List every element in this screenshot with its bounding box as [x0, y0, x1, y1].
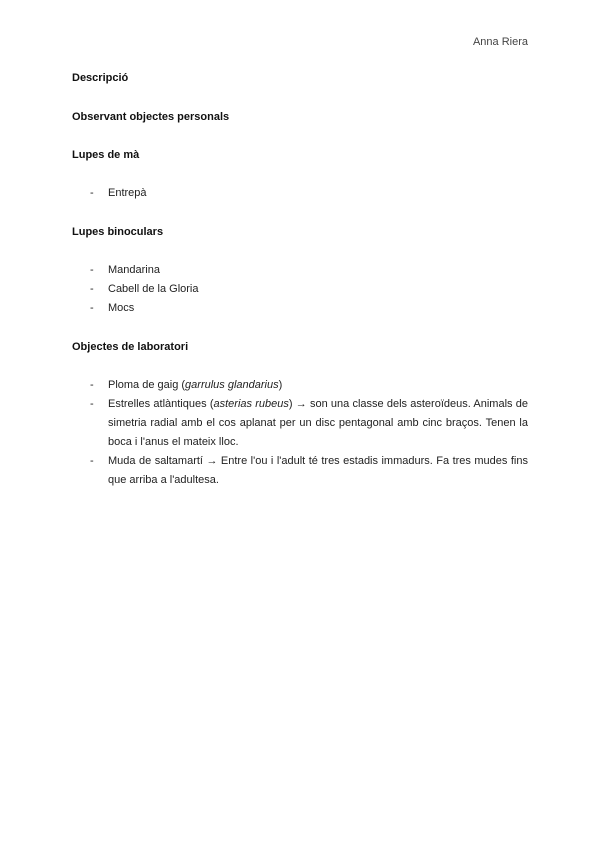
heading-descripcio: Descripció	[72, 72, 129, 84]
list-item	[90, 299, 528, 318]
item-text-pre: Muda de saltamartí → Entre l'ou i l'adult té tres estadis immadurs. Fa tres mudes fins que arriba a l'adultesa.	[108, 455, 528, 486]
list-lupes-ma	[90, 184, 528, 203]
bullet-dash: -	[90, 283, 94, 295]
item-text-post: ) → son una classe dels asteroïdeus. Animals de simetria radial amb el cos aplanat per un disc pentagonal amb cinc braços. Tenen la boca i l'anus el mateix lloc.	[108, 398, 528, 448]
bullet-dash: -	[90, 302, 94, 314]
item-text-pre: Estrelles atlàntiques (	[108, 398, 214, 410]
item-text-post: )	[278, 379, 283, 391]
list-objectes-laboratori	[90, 376, 528, 490]
list-item-text: Mocs	[108, 302, 135, 314]
list-item	[90, 280, 528, 299]
list-item	[90, 376, 528, 395]
bullet-dash: -	[90, 398, 94, 410]
list-item	[90, 184, 528, 203]
item-text-italic: asterias rubeus	[213, 398, 289, 410]
heading-objectes-laboratori: Objectes de laboratori	[72, 341, 189, 353]
item-text-pre: Ploma de gaig (	[108, 379, 186, 391]
list-item	[90, 452, 528, 490]
bullet-dash: -	[90, 379, 94, 391]
heading-lupes-binoculars: Lupes binoculars	[72, 226, 164, 238]
bullet-dash: -	[90, 455, 94, 467]
author-name: Anna Riera	[472, 36, 528, 48]
heading-lupes-ma: Lupes de mà	[72, 149, 140, 161]
heading-observant: Observant objectes personals	[72, 111, 230, 123]
list-item-text: Mandarina	[108, 264, 160, 276]
list-item-text: Cabell de la Gloria	[108, 283, 199, 295]
bullet-dash: -	[90, 264, 94, 276]
list-item	[90, 395, 528, 452]
list-item-text: Entrepà	[108, 187, 147, 199]
bullet-dash: -	[90, 187, 94, 199]
list-item	[90, 261, 528, 280]
item-text-italic: garrulus glandarius	[185, 379, 279, 391]
list-lupes-binoculars	[90, 261, 528, 318]
